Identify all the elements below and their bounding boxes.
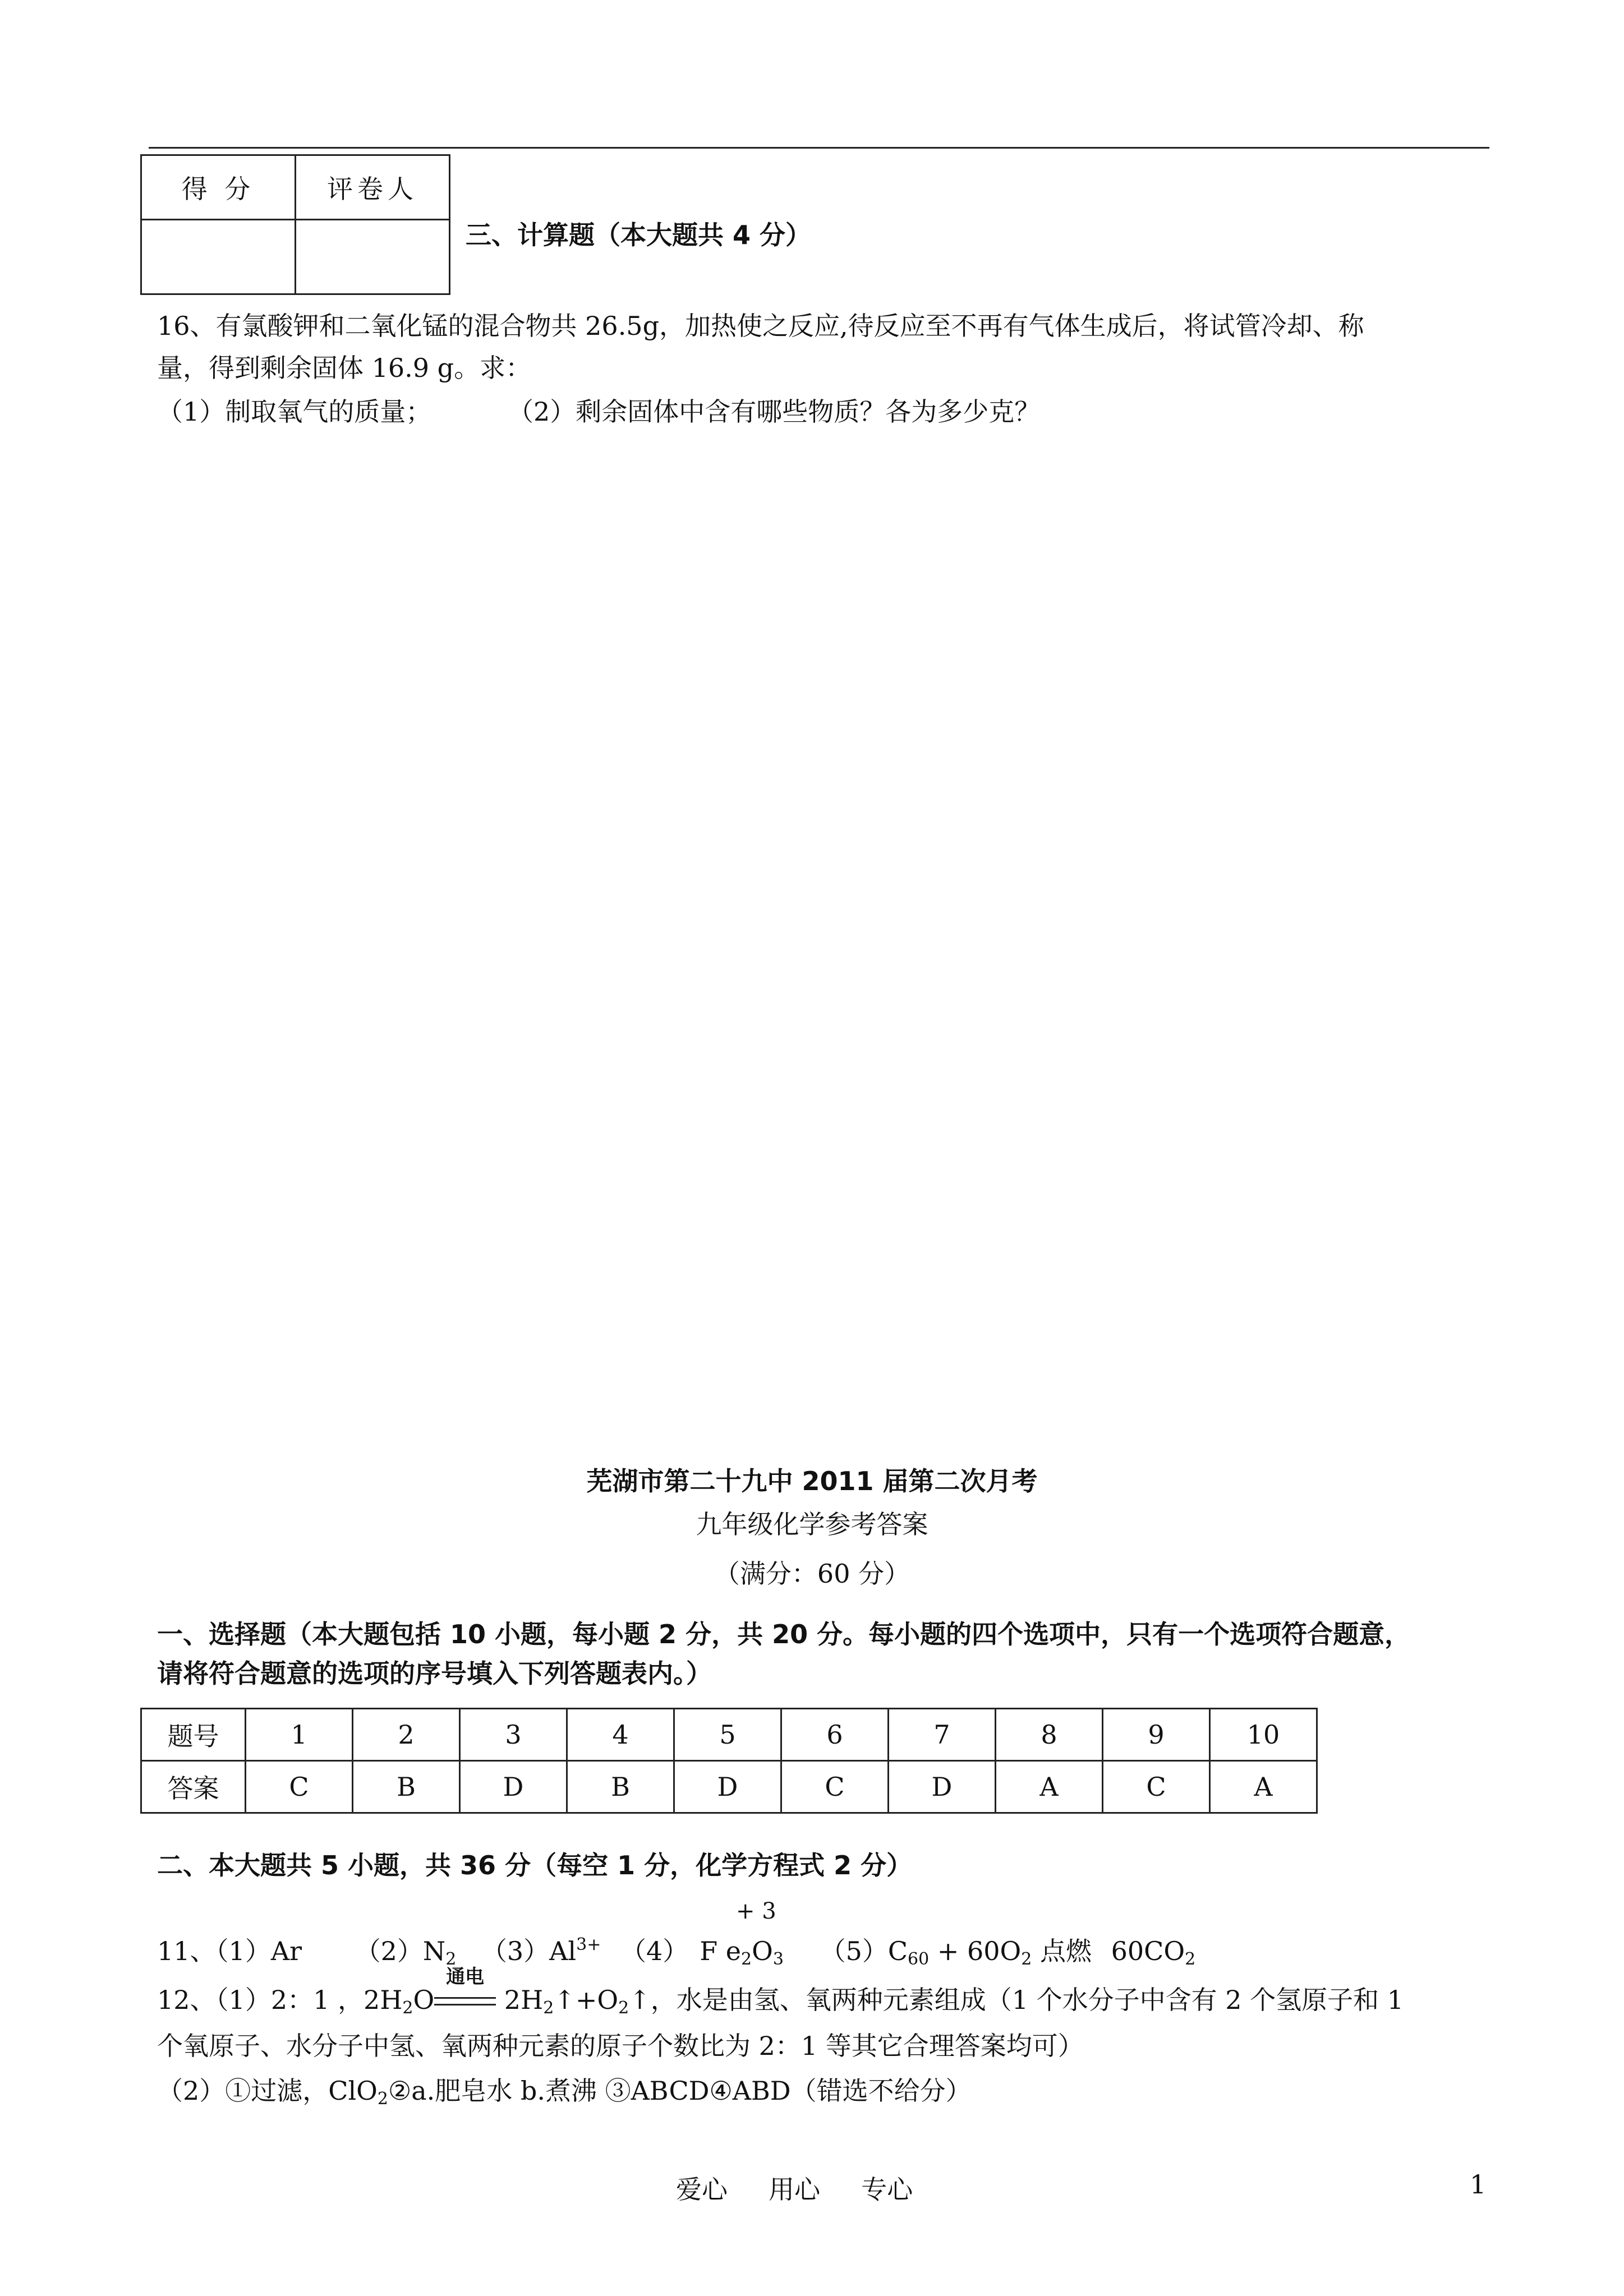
question-cell: 7 [889,1709,996,1761]
q11-num: 11、 [157,1936,216,1966]
q11-p3: （3）Al [481,1936,577,1966]
answer-cell: D [460,1761,567,1813]
q12-p1c-sub: 2 [618,1998,629,2018]
score-input-cell[interactable] [141,220,296,294]
full-score: （满分：60 分） [714,1559,910,1589]
q12-num: 12、 [157,1985,216,2015]
grader-input-cell[interactable] [296,220,450,294]
footer-motto: 爱心 用心 专心 [676,2174,913,2205]
question-cell: 9 [1103,1709,1210,1761]
electrolysis-arrow [434,1966,496,2016]
question-cell: 8 [996,1709,1103,1761]
q12-line3 [157,2071,972,2109]
answer-cell: A [1210,1761,1317,1813]
answer-cell: A [996,1761,1103,1813]
q12-line1 [157,1966,1404,2018]
q11-p4-f: F [700,1936,718,1966]
sec1-line1: 一、选择题（本大题包括 10 小题，每小题 2 分，共 20 分。每小题的四个选项中，只有一个选项符合题意， [157,1619,1411,1649]
top-rule [149,147,1489,149]
answer-row [141,1761,1317,1813]
q11-line [157,1931,1195,1969]
answer-cell: C [781,1761,889,1813]
answer-subtitle: 九年级化学参考答案 [696,1509,928,1539]
q12-line3a: （2）①过滤，ClO [157,2076,378,2106]
answer-cell: B [567,1761,674,1813]
answer-title: 芜湖市第二十九中 2011 届第二次月考 [586,1466,1038,1496]
q11-p4-o: O [752,1936,773,1966]
q11-p4-sub1: 2 [741,1949,752,1969]
q12-p1b: 2H [504,1985,544,2015]
question-row [141,1709,1317,1761]
question-cell: 1 [246,1709,353,1761]
answer-cell: D [889,1761,996,1813]
score-label: 得 分 [141,155,296,220]
row-label-question: 题号 [141,1709,246,1761]
section3-title: 三、计算题（本大题共 4 分） [466,220,812,250]
q11-p1: （1）Ar [215,1936,302,1966]
q12-line3-sub: 2 [377,2089,388,2109]
row-label-answer: 答案 [141,1761,246,1813]
q16-sub2: （2）剩余固体中含有哪些物质？各为多少克？ [508,397,1041,427]
q11-p4-e: e [725,1936,742,1966]
page-number: 1 [1470,2169,1487,2200]
answer-cell: C [1103,1761,1210,1813]
sec1-line2: 请将符合题意的选项的序号填入下列答题表内。） [157,1658,712,1689]
q12-p1b-sub: 2 [543,1998,554,2018]
q11-p4: （4） [620,1936,689,1966]
q12-line3b: ②a.肥皂水 b.煮沸 ③ABCD④ABD（错选不给分） [388,2076,972,2106]
question-cell: 5 [674,1709,781,1761]
q12-p1-o: O [413,1985,435,2015]
q11-charge-label: + 3 [736,1898,776,1924]
answer-table [140,1708,1318,1814]
q11-p4-sub2: 3 [772,1949,784,1969]
q11-p3-sup: 3+ [576,1935,601,1954]
q11-p5-sub2: 2 [1021,1949,1032,1969]
q16-line2: 量，得到剩余固体 16.9 g。求： [157,353,532,383]
score-box [140,154,450,295]
q12-p1-sub: 2 [402,1998,413,2018]
q11-p5: （5）C [820,1936,908,1966]
q12-p1d: ↑，水是由氢、氧两种元素组成（1 个水分子中含有 2 个氢原子和 1 [629,1985,1404,2015]
q11-p2: （2）N [355,1936,446,1966]
q11-p5-sub1: 60 [908,1949,930,1969]
q11-p5-sub3: 2 [1185,1949,1196,1969]
q11-p5c: 60CO [1111,1936,1185,1966]
question-cell: 10 [1210,1709,1317,1761]
question-cell: 3 [460,1709,567,1761]
electrolysis-condition: 通电 [446,1966,485,1988]
q12-p1c: ↑+O [554,1985,619,2015]
sec2-title: 二、本大题共 5 小题，共 36 分（每空 1 分，化学方程式 2 分） [157,1850,913,1880]
q16-line1: 16、有氯酸钾和二氧化锰的混合物共 26.5g，加热使之反应,待反应至不再有气体生成后，将试管冷却、称 [157,311,1364,341]
answer-cell: B [353,1761,460,1813]
question-cell: 4 [567,1709,674,1761]
q11-p2-sub: 2 [445,1949,457,1969]
q11-p5-cond: 点燃 [1039,1936,1092,1966]
question-cell: 6 [781,1709,889,1761]
answer-cell: D [674,1761,781,1813]
answer-cell: C [246,1761,353,1813]
q12-p1: （1）2：1 ，2H [215,1985,403,2015]
grader-label: 评卷人 [296,155,450,220]
question-cell: 2 [353,1709,460,1761]
q11-p5b: + 60O [929,1936,1022,1966]
q16-sub1: （1）制取氧气的质量； [157,397,432,427]
q12-line2: 个氧原子、水分子中氢、氧两种元素的原子个数比为 2：1 等其它合理答案均可） [157,2031,1084,2061]
